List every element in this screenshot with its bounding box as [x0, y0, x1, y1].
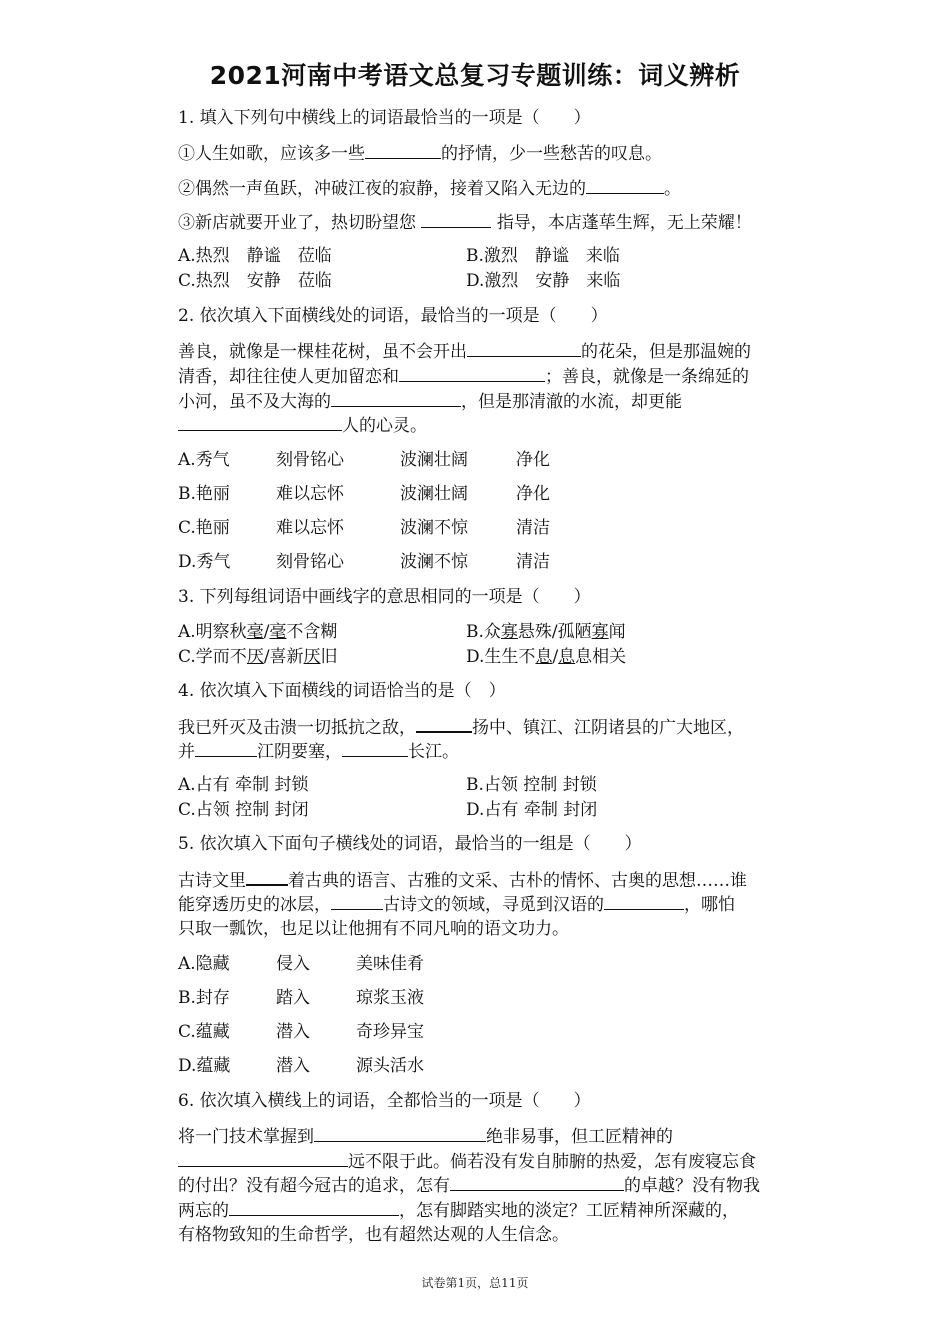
fill-blank — [331, 893, 383, 910]
fill-blank — [246, 868, 288, 886]
q3-option-a: A.明察秋毫/毫不含糊 — [178, 622, 338, 642]
fill-blank — [416, 715, 472, 733]
q1-option-c: C.热烈 安静 莅临 — [178, 271, 332, 291]
fill-blank — [314, 1125, 486, 1142]
fill-blank — [450, 1174, 624, 1191]
q5-option-b-word: 琼浆玉液 — [356, 988, 424, 1008]
q6-passage-line-5: 有格物致知的生命哲学，也有超然达观的人生信念。 — [178, 1225, 569, 1245]
fill-blank — [342, 740, 408, 757]
q5-option-d-word: 潜入 — [276, 1056, 310, 1076]
page-footer: 试卷第1页，总11页 — [421, 1276, 529, 1290]
q2-passage-line-2: 清香，却往往使人更加留恋和 ；善良，就像是一条绵延的 — [178, 367, 749, 387]
q5-option-b-word: 踏入 — [276, 988, 310, 1008]
q4-stem: 4. 依次填入下面横线的词语恰当的是（ ） — [178, 681, 506, 701]
q3-option-c: C.学而不厌/喜新厌旧 — [178, 647, 338, 667]
q1-option-d: D.激烈 安静 来临 — [466, 271, 621, 291]
q5-stem: 5. 依次填入下面句子横线处的词语，最恰当的一组是（ ） — [178, 834, 642, 854]
q1-stem: 1. 填入下列句中横线上的词语最恰当的一项是（ ） — [178, 108, 591, 128]
q2-option-b-word: 难以忘怀 — [276, 484, 344, 504]
q4-option-b: B.占领 控制 封锁 — [466, 775, 597, 795]
fill-blank — [586, 177, 664, 194]
q6-passage-line-2: 远不限于此。倘若没有发自肺腑的热爱，怎有废寝忘食 — [178, 1150, 756, 1173]
q2-passage-line-4: 人的心灵。 — [178, 414, 427, 437]
q5-option-b: B.封存 — [178, 988, 230, 1008]
q5-option-d: D.蕴藏 — [178, 1056, 231, 1076]
q2-option-c-word: 清洁 — [516, 518, 550, 538]
q5-option-c-word: 潜入 — [276, 1022, 310, 1042]
q2-option-d-word: 刻骨铭心 — [276, 552, 344, 572]
q3-stem: 3. 下列每组词语中画线字的意思相同的一项是（ ） — [178, 587, 591, 607]
q1-option-b: B.激烈 静谧 来临 — [466, 246, 620, 266]
q1-sentence-3: ③新店就要开业了，热切盼望您 指导，本店蓬荜生辉，无上荣耀！ — [178, 213, 752, 233]
q2-option-a-word: 净化 — [516, 450, 550, 470]
q6-stem: 6. 依次填入横线上的词语，全都恰当的一项是（ ） — [178, 1091, 591, 1111]
q2-option-a-word: 刻骨铭心 — [276, 450, 344, 470]
q4-option-c: C.占领 控制 封闭 — [178, 800, 309, 820]
q5-option-a: A.隐藏 — [178, 954, 230, 974]
q5-passage-line-3: 只取一瓢饮，也足以让他拥有不同凡响的语文功力。 — [178, 919, 569, 939]
q2-option-d: D.秀气 — [178, 552, 231, 572]
q5-option-d-word: 源头活水 — [356, 1056, 424, 1076]
q2-stem: 2. 依次填入下面横线处的词语，最恰当的一项是（ ） — [178, 306, 608, 326]
fill-blank — [229, 1199, 399, 1216]
q6-passage-line-4: 两忘的 ，怎有脚踏实地的淡定？工匠精神所深藏的， — [178, 1201, 739, 1221]
q4-passage-line-2: 并 江阴要塞， 长江。 — [178, 742, 459, 762]
q1-sentence-1: ①人生如歌，应该多一些 的抒情，少一些愁苦的叹息。 — [178, 144, 662, 164]
q2-passage-line-3: 小河，虽不及大海的 ，但是那清澈的水流，却更能 — [178, 392, 682, 412]
q2-option-b-word: 波澜壮阔 — [400, 484, 468, 504]
q3-option-b: B.众寡悬殊/孤陋寡闻 — [466, 622, 626, 642]
q2-option-c: C.艳丽 — [178, 518, 230, 538]
fill-blank — [421, 211, 491, 228]
q6-passage-line-3: 的付出？没有超今冠古的追求，怎有 的卓越？没有物我 — [178, 1176, 760, 1196]
q5-option-c: C.蕴藏 — [178, 1022, 230, 1042]
q2-option-d-word: 波澜不惊 — [400, 552, 468, 572]
fill-blank — [178, 414, 342, 431]
q4-option-a: A.占有 牵制 封锁 — [178, 775, 309, 795]
q2-option-a: A.秀气 — [178, 450, 230, 470]
fill-blank — [365, 142, 441, 159]
fill-blank — [331, 390, 461, 407]
q3-option-d: D.生生不息/息息相关 — [466, 647, 627, 667]
q1-option-a: A.热烈 静谧 莅临 — [178, 246, 332, 266]
q2-passage-line-1: 善良，就像是一棵桂花树，虽不会开出 的花朵，但是那温婉的 — [178, 342, 751, 362]
q4-passage-line-1: 我已歼灭及击溃一切抵抗之敌， 扬中、镇江、江阴诸县的广大地区， — [178, 715, 744, 739]
fill-blank — [604, 893, 684, 910]
fill-blank — [178, 1150, 348, 1167]
q2-option-a-word: 波澜壮阔 — [400, 450, 468, 470]
q5-passage-line-1: 古诗文里 着古典的语言、古雅的文采、古朴的情怀、古奥的思想……谁 — [178, 868, 747, 892]
q2-option-b: B.艳丽 — [178, 484, 230, 504]
fill-blank — [195, 740, 257, 757]
fill-blank — [399, 365, 545, 382]
q2-option-c-word: 波澜不惊 — [400, 518, 468, 538]
q2-option-b-word: 净化 — [516, 484, 550, 504]
q2-option-d-word: 清洁 — [516, 552, 550, 572]
q6-passage-line-1: 将一门技术掌握到 绝非易事，但工匠精神的 — [178, 1127, 673, 1147]
q2-option-c-word: 难以忘怀 — [276, 518, 344, 538]
fill-blank — [467, 340, 581, 357]
q5-passage-line-2: 能穿透历史的冰层， 古诗文的领域，寻觅到汉语的 ，哪怕 — [178, 895, 735, 915]
q5-option-a-word: 美味佳肴 — [356, 954, 424, 974]
q4-option-d: D.占有 牵制 封闭 — [466, 800, 598, 820]
q5-option-a-word: 侵入 — [276, 954, 310, 974]
q5-option-c-word: 奇珍异宝 — [356, 1022, 424, 1042]
page-title: 2021河南中考语文总复习专题训练：词义辨析 — [209, 61, 741, 90]
q1-sentence-2: ②偶然一声鱼跃，冲破江夜的寂静，接着又陷入无边的 。 — [178, 179, 681, 199]
